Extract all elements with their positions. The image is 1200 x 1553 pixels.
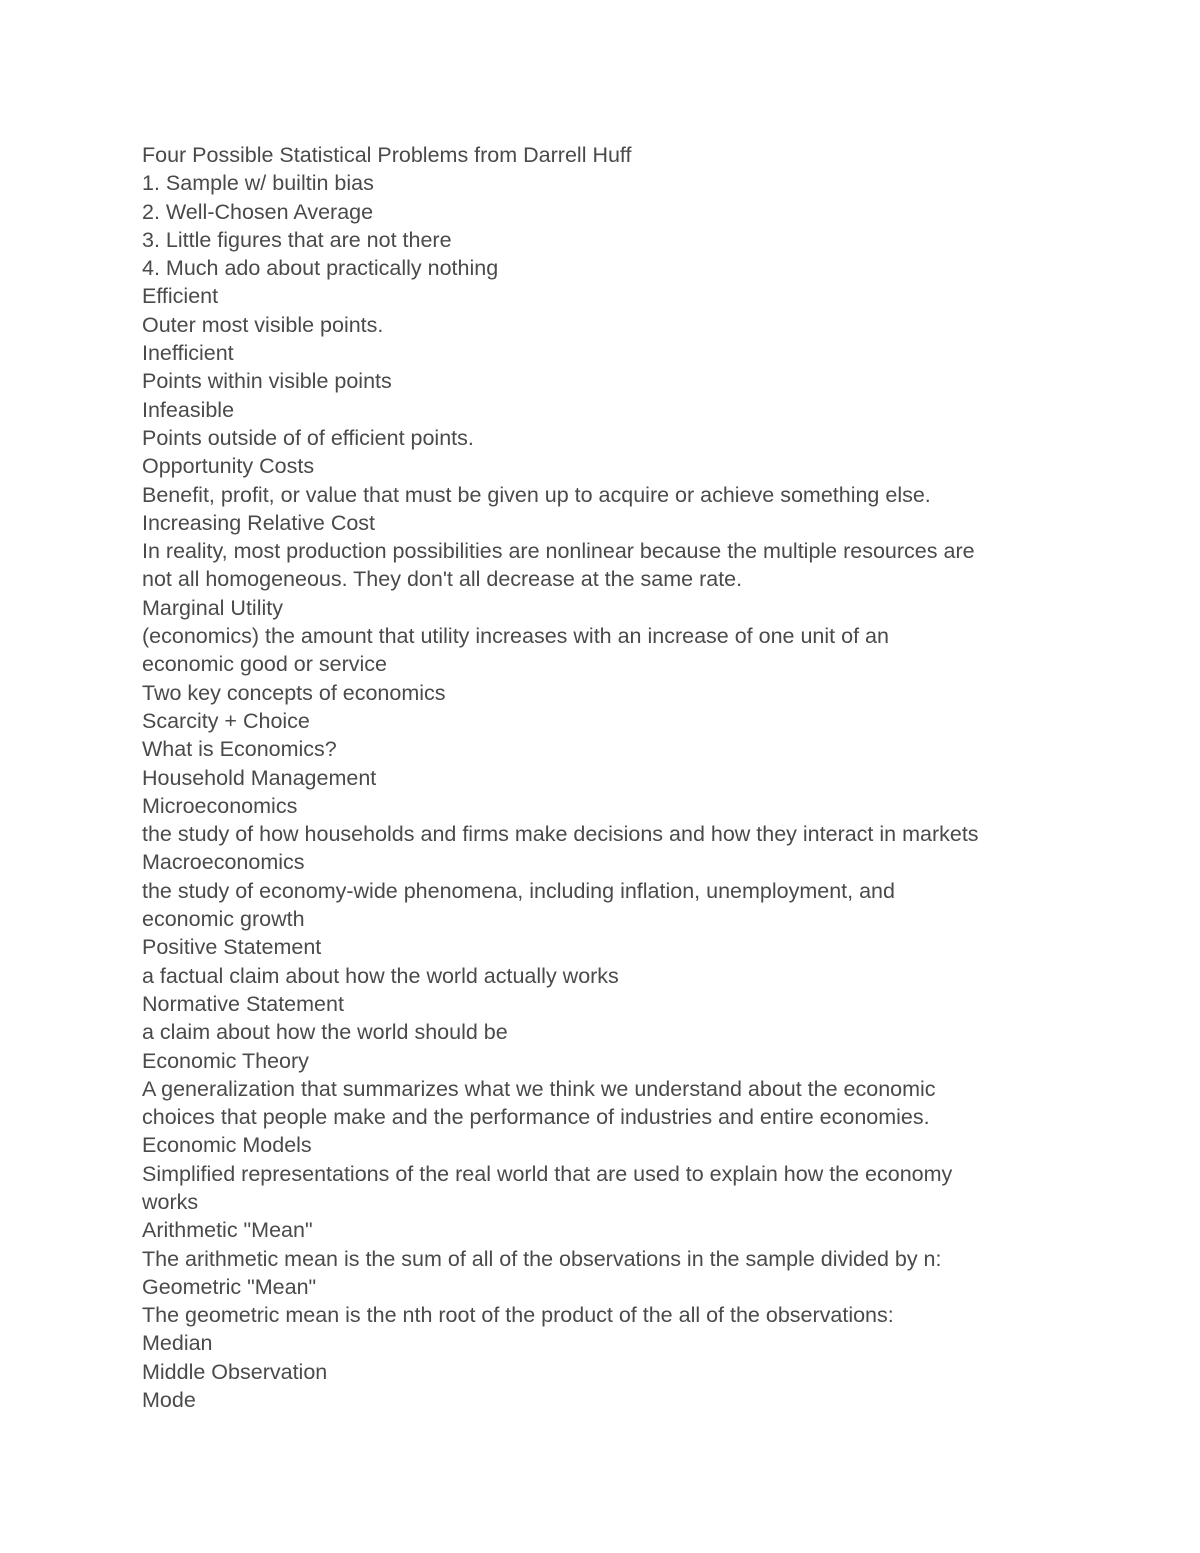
term: Economic Models [142, 1133, 312, 1158]
definition: In reality, most production possibilities are nonlinear because the multiple resources are [142, 539, 975, 564]
definition: Scarcity + Choice [142, 708, 310, 733]
term: Opportunity Costs [142, 454, 315, 479]
definition: the study of economy-wide phenomena, including inflation, unemployment, and [142, 878, 895, 903]
list-item: 3. Little figures that are not there [142, 227, 452, 252]
definition: Household Management [142, 765, 377, 790]
term: Efficient [142, 284, 219, 309]
definition: The arithmetic mean is the sum of all of the observations in the sample divided by n: [142, 1246, 942, 1271]
definition: choices that people make and the performance of industries and entire economies. [142, 1105, 930, 1130]
definition: not all homogeneous. They don't all decrease at the same rate. [142, 567, 743, 592]
definition: the study of how households and firms make decisions and how they interact in markets [142, 822, 979, 847]
definition: works [142, 1189, 199, 1214]
term: Infeasible [142, 397, 235, 422]
definition: (economics) the amount that utility increases with an increase of one unit of an [142, 624, 889, 649]
term: Increasing Relative Cost [142, 510, 376, 535]
definition: A generalization that summarizes what we think we understand about the economic [142, 1076, 936, 1101]
definition: Benefit, profit, or value that must be given up to acquire or achieve something else. [142, 482, 931, 507]
doc-title: Four Possible Statistical Problems from Darrell Huff [142, 143, 632, 167]
definition: a factual claim about how the world actually works [142, 963, 619, 988]
definition: economic good or service [142, 652, 387, 677]
list-item: 1. Sample w/ builtin bias [142, 171, 374, 196]
term: Marginal Utility [142, 595, 283, 620]
term: Macroeconomics [142, 850, 305, 875]
list-item: 4. Much ado about practically nothing [142, 256, 499, 281]
term: Mode [142, 1388, 196, 1413]
term: Normative Statement [142, 991, 344, 1016]
term: Microeconomics [142, 793, 298, 818]
term: Geometric "Mean" [142, 1274, 317, 1299]
term: What is Economics? [142, 737, 337, 762]
term: Economic Theory [142, 1048, 309, 1073]
definition: Outer most visible points. [142, 312, 384, 337]
list-item: 2. Well-Chosen Average [142, 199, 374, 224]
notes-text [142, 141, 1072, 1414]
definition: Points outside of of efficient points. [142, 425, 474, 450]
term: Positive Statement [142, 935, 322, 960]
definition: Simplified representations of the real world that are used to explain how the economy [142, 1161, 953, 1186]
definition: The geometric mean is the nth root of the product of the all of the observations: [142, 1303, 894, 1328]
term: Inefficient [142, 341, 234, 366]
term: Two key concepts of economics [142, 680, 446, 705]
definition: Points within visible points [142, 369, 392, 394]
definition: economic growth [142, 907, 305, 932]
definition: Middle Observation [142, 1359, 328, 1384]
term: Median [142, 1331, 213, 1356]
definition: a claim about how the world should be [142, 1020, 508, 1045]
term: Arithmetic "Mean" [142, 1218, 313, 1243]
